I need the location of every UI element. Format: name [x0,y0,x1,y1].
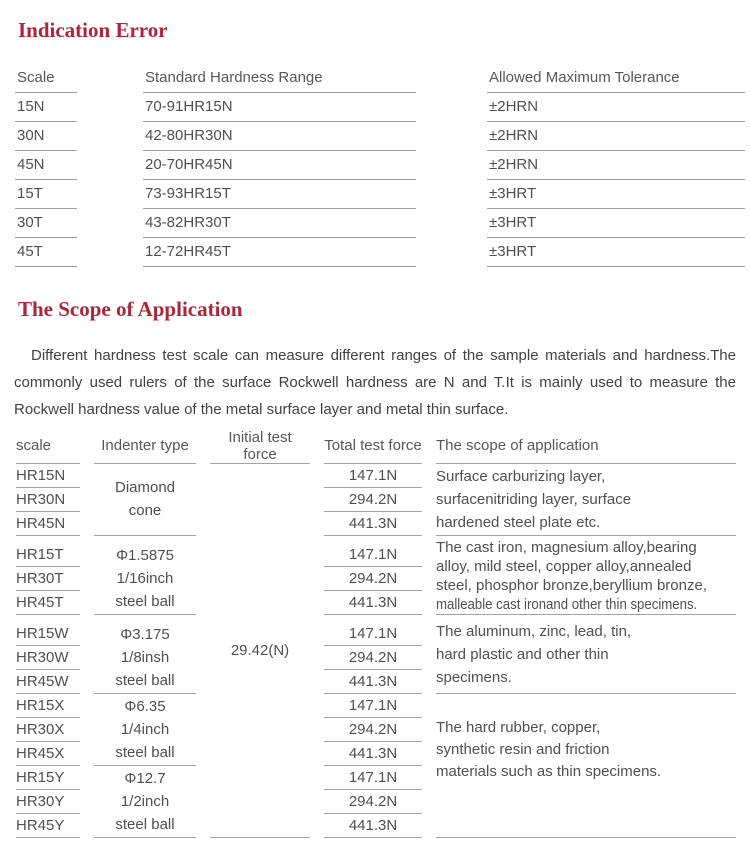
scale-cell: 30T [15,208,77,237]
total-force-cell: 294.2N [324,718,422,742]
indenter-cell [94,536,196,615]
indenter-line: Φ1.5875 [116,546,174,564]
scale-cell: 30N [15,121,77,150]
scope-line: The aluminum, zinc, lead, tin, [436,623,632,640]
scale-cell: HR45X [16,742,80,766]
indenter-line: Φ3.175 [120,625,170,643]
section-title-scope-of-application: The Scope of Application [18,296,243,321]
total-force-cell: 294.2N [324,790,422,814]
table-header-row [16,429,736,464]
range-cell: 73-93HR15T [143,179,416,208]
table-row [15,237,745,266]
indenter-line: Diamond [114,479,176,496]
column-header-initial-test-force: Initial test force [210,429,310,464]
table-row [15,150,745,179]
scope-line: synthetic resin and friction [436,741,610,758]
column-spacer [416,208,487,237]
indenter-line: Φ12.7 [124,769,166,787]
scope-line: The hard rubber, copper, [436,719,601,736]
total-force-cell: 441.3N [324,742,422,766]
scale-cell: HR30W [16,646,80,670]
total-force-cell: 147.1N [324,694,422,718]
scope-line: The cast iron, magnesium alloy,bearing [436,538,697,556]
total-force-cell: 441.3N [324,591,422,615]
indenter-line: 1/4inch [120,720,170,738]
table-row [16,536,736,567]
column-spacer [77,92,143,121]
total-force-cell: 441.3N [324,670,422,694]
total-force-cell: 147.1N [324,615,422,646]
column-spacer [77,64,143,92]
indenter-line: steel ball [115,671,175,689]
scale-cell: 15N [15,92,77,121]
total-force-cell: 147.1N [324,464,422,488]
scope-line: steel, phosphor bronze,beryllium bronze, [436,576,707,594]
scale-cell: HR15W [16,615,80,646]
indenter-cell [94,766,196,838]
initial-test-force-cell: 29.42(N) [210,464,310,838]
application-paragraph: Different hardness test scale can measure different ranges of the sample materials and hardness.The commonly used rulers of the surface Rockwell hardness are N and T.It is mainly used to measure the Rockwell hardness value of the metal surface layer and metal thin surface. [14,346,736,418]
scale-cell: 15T [15,179,77,208]
scale-cell: HR30X [16,718,80,742]
scope-line: materials such as thin specimens. [436,763,662,780]
scale-cell: HR30N [16,488,80,512]
column-spacer [77,208,143,237]
column-header-hardness-range: Standard Hardness Range [143,64,416,92]
column-header-total-test-force: Total test force [324,429,422,464]
column-header-scale: Scale [15,64,77,92]
range-cell: 42-80HR30N [143,121,416,150]
tolerance-cell: ±2HRN [487,92,745,121]
tolerance-cell: ±3HRT [487,179,745,208]
indication-error-table [15,64,745,267]
tolerance-cell: ±2HRN [487,121,745,150]
table-header-row [15,64,745,92]
scope-cell [436,694,736,838]
table-row [15,179,745,208]
table-row [16,464,736,488]
indenter-line: steel ball [115,815,175,833]
scale-cell: HR30Y [16,790,80,814]
total-force-cell: 441.3N [324,814,422,838]
indenter-line: steel ball [115,743,175,761]
column-spacer [416,121,487,150]
column-spacer [416,64,487,92]
scale-cell: HR15Y [16,766,80,790]
scale-cell: HR45Y [16,814,80,838]
total-force-cell: 441.3N [324,512,422,536]
scope-cell [436,615,736,694]
scope-line: specimens. [436,669,512,686]
indenter-line: steel ball [115,592,175,610]
column-spacer [416,237,487,266]
total-force-cell: 294.2N [324,488,422,512]
column-header-indenter-type: Indenter type [94,429,196,464]
total-force-cell: 147.1N [324,766,422,790]
scope-line: malleable cast ironand other thin specimens. [436,595,698,613]
scope-cell [436,536,736,615]
total-force-cell: 294.2N [324,567,422,591]
scale-cell: HR45T [16,591,80,615]
indenter-line: 1/8insh [120,648,170,666]
column-spacer [416,92,487,121]
section-title-indication-error: Indication Error [18,18,168,42]
range-cell: 43-82HR30T [143,208,416,237]
range-cell: 12-72HR45T [143,237,416,266]
table-row [16,615,736,646]
scope-of-application-table [2,429,750,838]
indenter-line: cone [128,502,162,519]
scope-line: surfacenitriding layer, surface [436,490,632,508]
indenter-cell [94,464,196,536]
indenter-line: Φ6.35 [124,697,166,715]
range-cell: 20-70HR45N [143,150,416,179]
scale-cell: 45N [15,150,77,179]
tolerance-cell: ±2HRN [487,150,745,179]
table-row [15,92,745,121]
scale-cell: HR15N [16,464,80,488]
scale-cell: 45T [15,237,77,266]
column-spacer [77,121,143,150]
scope-line: alloy, mild steel, copper alloy,annealed [436,557,692,575]
scale-cell: HR45W [16,670,80,694]
column-spacer [77,237,143,266]
scale-cell: HR15T [16,536,80,567]
column-header-scale: scale [16,429,80,464]
indenter-cell [94,615,196,694]
scale-cell: HR45N [16,512,80,536]
indenter-line: 1/2inch [120,792,170,810]
scale-cell: HR30T [16,567,80,591]
total-force-cell: 294.2N [324,646,422,670]
tolerance-cell: ±3HRT [487,208,745,237]
scope-line: Surface carburizing layer, [436,467,606,485]
column-header-tolerance: Allowed Maximum Tolerance [487,64,745,92]
scope-line: hardened steel plate etc. [436,513,601,531]
table-row [15,208,745,237]
indenter-line: 1/16inch [116,569,174,587]
table-row [16,694,736,718]
scale-cell: HR15X [16,694,80,718]
scope-cell [436,464,736,536]
table-row [15,121,745,150]
indenter-cell [94,694,196,766]
column-header-scope: The scope of application [436,429,736,464]
scope-line: hard plastic and other thin [436,646,609,663]
column-spacer [416,179,487,208]
tolerance-cell: ±3HRT [487,237,745,266]
total-force-cell: 147.1N [324,536,422,567]
column-spacer [77,150,143,179]
column-spacer [416,150,487,179]
column-spacer [77,179,143,208]
range-cell: 70-91HR15N [143,92,416,121]
